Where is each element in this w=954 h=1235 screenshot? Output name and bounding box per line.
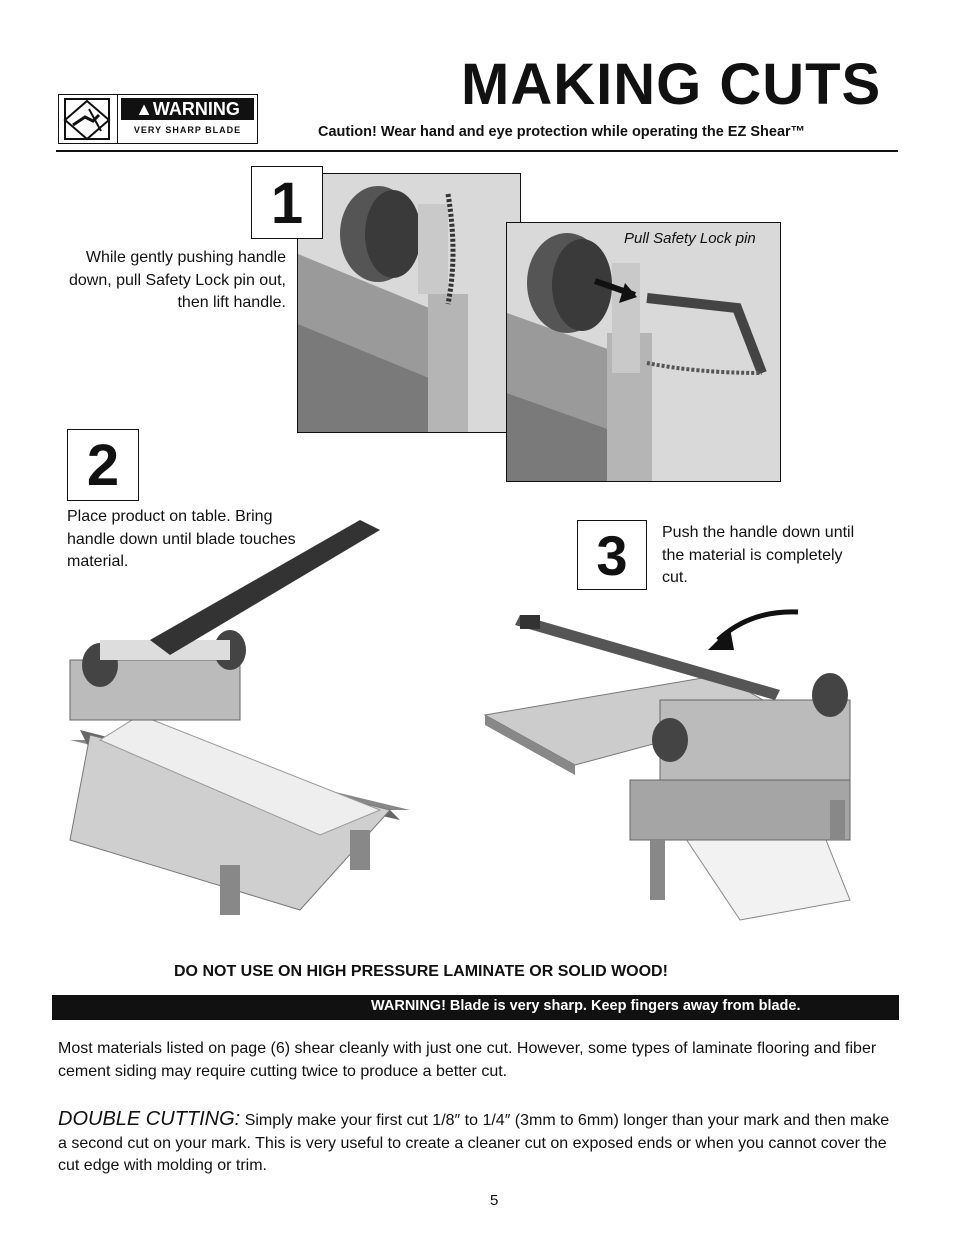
warning-word: ▲WARNING [121,98,254,120]
warning-subtitle: VERY SHARP BLADE [133,125,242,135]
step2-shear-illustration [60,510,420,920]
blade-warning-text: WARNING! Blade is very sharp. Keep fingers away from blade. [371,998,801,1014]
step2-instructions: Place product on table. Bring handle down until blade touches material. [67,508,296,570]
alert-triangle-icon: ▲ [135,99,153,119]
header-divider [56,150,898,152]
materials-paragraph: Most materials listed on page (6) shear cleanly with just one cut. However, some types of laminate flooring and fiber cement siding may require cutting twice to produce a better cut. [58,1040,877,1080]
step-number-3: 3 [577,520,647,590]
step1-image-closeup [297,173,521,433]
double-cutting-text: Simply make your first cut 1/8″ to 1/4″ (3mm to 6mm) longer than your mark and then make a second cut on your mark. This is very useful to create a cleaner cut on exposed ends or when you cannot cover the cut edge with molding or trim. [58,1112,890,1174]
hand-cut-hazard-icon [59,95,118,143]
step-number-1: 1 [251,166,323,239]
blade-warning-bar [52,995,899,1020]
warning-label [58,94,258,144]
safety-pin-callout: Pull Safety Lock pin [624,230,756,247]
double-cutting-label: DOUBLE CUTTING: [58,1108,241,1130]
page-number: 5 [490,1192,499,1209]
step1-image-pin-pulled [506,222,781,482]
step3-shear-illustration [480,600,870,940]
step-number-2: 2 [67,429,139,501]
step1-instructions: While gently pushing handle down, pull Safety Lock pin out, then lift handle. [68,249,286,311]
step3-instructions: Push the handle down until the material is completely cut. [662,524,855,586]
usage-notice: DO NOT USE ON HIGH PRESSURE LAMINATE OR SOLID WOOD! [174,963,668,980]
page-title: MAKING CUTS [461,52,882,117]
caution-text: Caution! Wear hand and eye protection while operating the EZ Shear™ [318,124,806,140]
double-cutting-paragraph [58,1108,900,1178]
